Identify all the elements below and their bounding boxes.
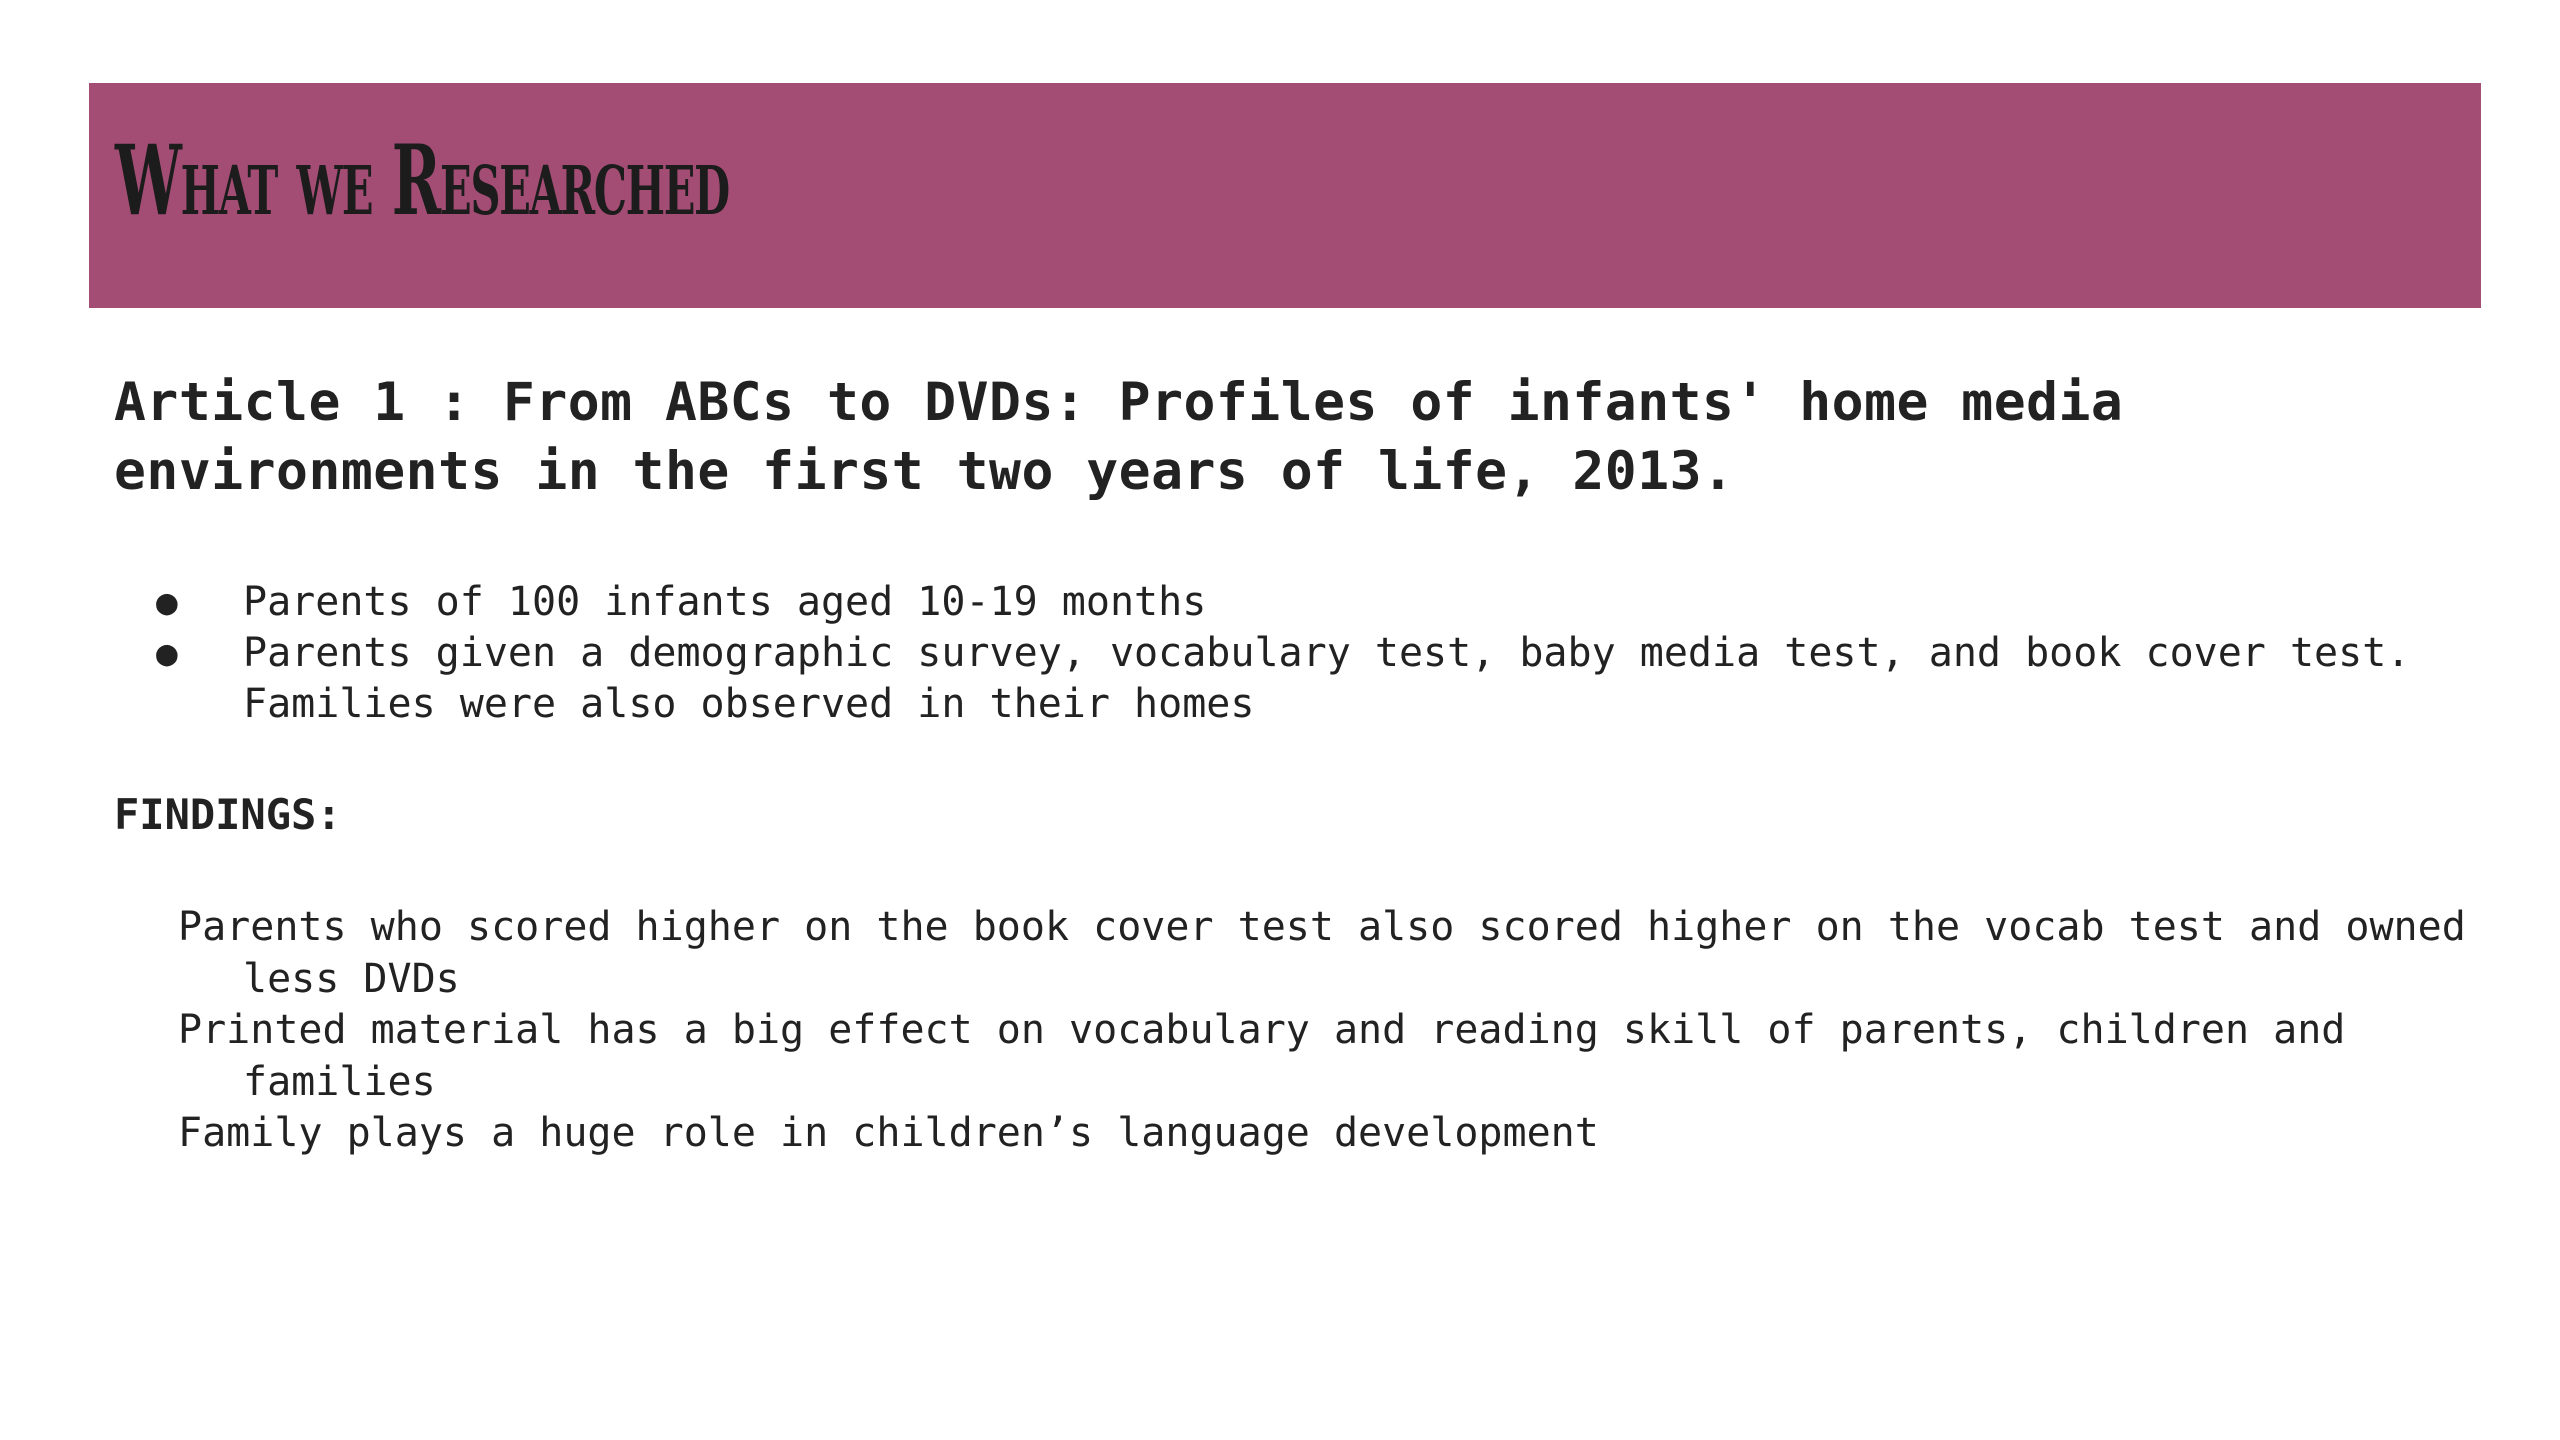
method-bullet-list <box>114 577 2474 730</box>
bullet-text: Parents given a demographic survey, vocabulary test, baby media test, and book cover test. Families were also observed in their homes <box>243 630 2411 727</box>
bullet-icon: ● <box>156 582 178 623</box>
findings-heading: FINDINGS: <box>114 790 342 839</box>
findings-list <box>178 902 2478 1160</box>
bullet-item <box>114 628 2474 730</box>
bullet-icon: ● <box>156 633 178 674</box>
article-heading: Article 1 : From ABCs to DVDs: Profiles of infants' home media environments in the first two years of life, 2013. <box>114 372 2124 502</box>
bullet-item <box>114 577 2474 628</box>
finding-item: Parents who scored higher on the book cover test also scored higher on the vocab test and owned less DVDs <box>178 904 2466 1002</box>
slide-title: What we Researched <box>115 124 729 237</box>
finding-item: Printed material has a big effect on vocabulary and reading skill of parents, children and families <box>178 1007 2346 1105</box>
finding-item: Family plays a huge role in children’s language development <box>178 1110 1599 1156</box>
bullet-text: Parents of 100 infants aged 10-19 months <box>243 579 1207 625</box>
title-bar <box>89 83 2481 308</box>
